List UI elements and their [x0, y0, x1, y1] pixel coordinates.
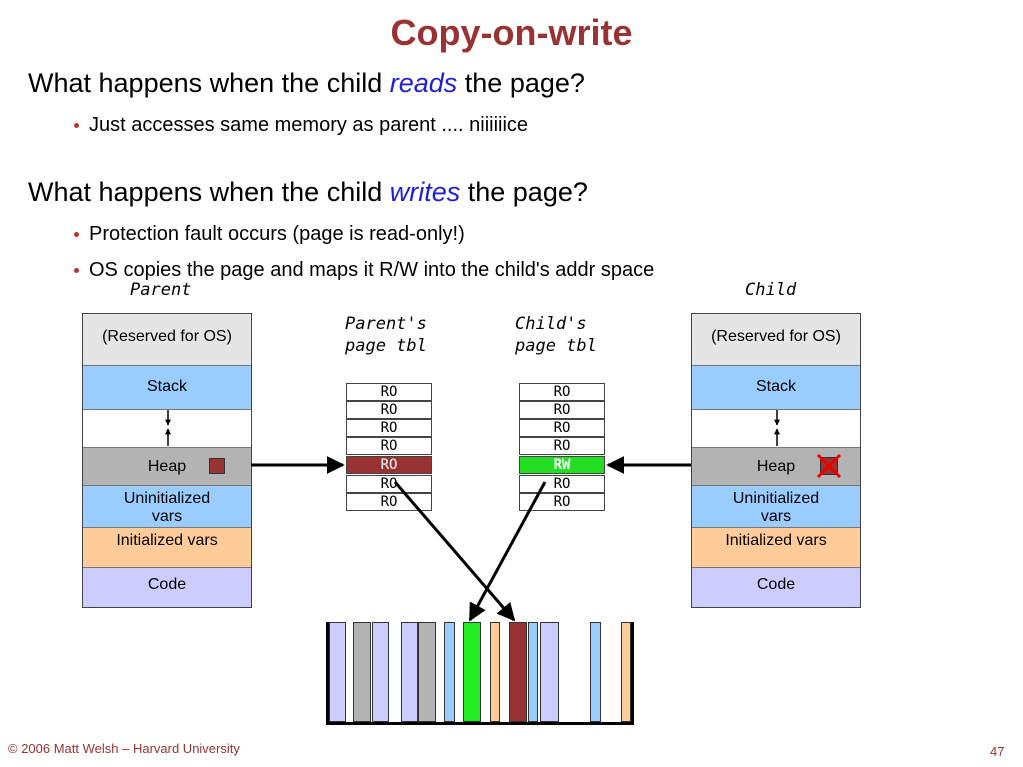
q1-em: reads — [389, 68, 458, 98]
page-table-entry-highlighted: RW — [519, 456, 605, 474]
parent-label: Parent — [130, 280, 192, 300]
q2-em: writes — [389, 177, 461, 207]
page-table-entry: RO — [519, 493, 605, 511]
parent-pt-line2: page tbl — [345, 336, 427, 356]
parent-uninit-segment: Uninitialized vars — [83, 486, 251, 528]
bullet-text: Just accesses same memory as parent .... niiiiiice — [89, 114, 529, 136]
parent-heap-segment: Heap — [83, 448, 251, 486]
page-table-entry: RO — [519, 383, 605, 401]
page-table-entry: RO — [519, 437, 605, 455]
page-table-entry: RO — [346, 475, 432, 493]
page-table-entry: RO — [346, 419, 432, 437]
page-table-entry: RO — [346, 437, 432, 455]
slide-title: Copy-on-write — [390, 12, 633, 53]
q2-post: the page? — [460, 177, 588, 207]
child-code-segment: Code — [692, 568, 860, 607]
child-heap-segment: Heap — [692, 448, 860, 486]
page-table-entry: RO — [519, 475, 605, 493]
page-table-entry: RO — [519, 419, 605, 437]
copyright-footer: © 2006 Matt Welsh – Harvard University — [8, 741, 240, 756]
page-number: 47 — [990, 744, 1005, 759]
child-label: Child — [745, 280, 797, 300]
parent-stack-segment: Stack — [83, 366, 251, 410]
q2-pre: What happens when the child — [28, 177, 390, 207]
child-pt-line2: page tbl — [515, 336, 597, 356]
child-reserved-segment: (Reserved for OS) — [692, 314, 860, 366]
parent-pt-to-frame-arrow — [395, 482, 514, 620]
parent-init-segment: Initialized vars — [83, 528, 251, 568]
bullet-text: Protection fault occurs (page is read-only!) — [89, 223, 465, 245]
child-pt-to-frame-arrow — [470, 482, 545, 620]
page-table-entry-highlighted: RO — [346, 456, 432, 474]
child-stack-segment: Stack — [692, 366, 860, 410]
child-pt-line1: Child's — [515, 314, 587, 334]
q1-post: the page? — [457, 68, 585, 98]
page-table-entry: RO — [519, 401, 605, 419]
bullet-text: OS copies the page and maps it R/W into the child's addr space — [89, 259, 655, 281]
parent-code-segment: Code — [83, 568, 251, 607]
child-init-segment: Initialized vars — [692, 528, 860, 568]
page-table-entry: RO — [346, 383, 432, 401]
parent-pt-line1: Parent's — [345, 314, 427, 334]
page-table-entry: RO — [346, 493, 432, 511]
q1-pre: What happens when the child — [28, 68, 390, 98]
parent-reserved-segment: (Reserved for OS) — [83, 314, 251, 366]
page-table-entry: RO — [346, 401, 432, 419]
child-uninit-segment: Uninitialized vars — [692, 486, 860, 528]
